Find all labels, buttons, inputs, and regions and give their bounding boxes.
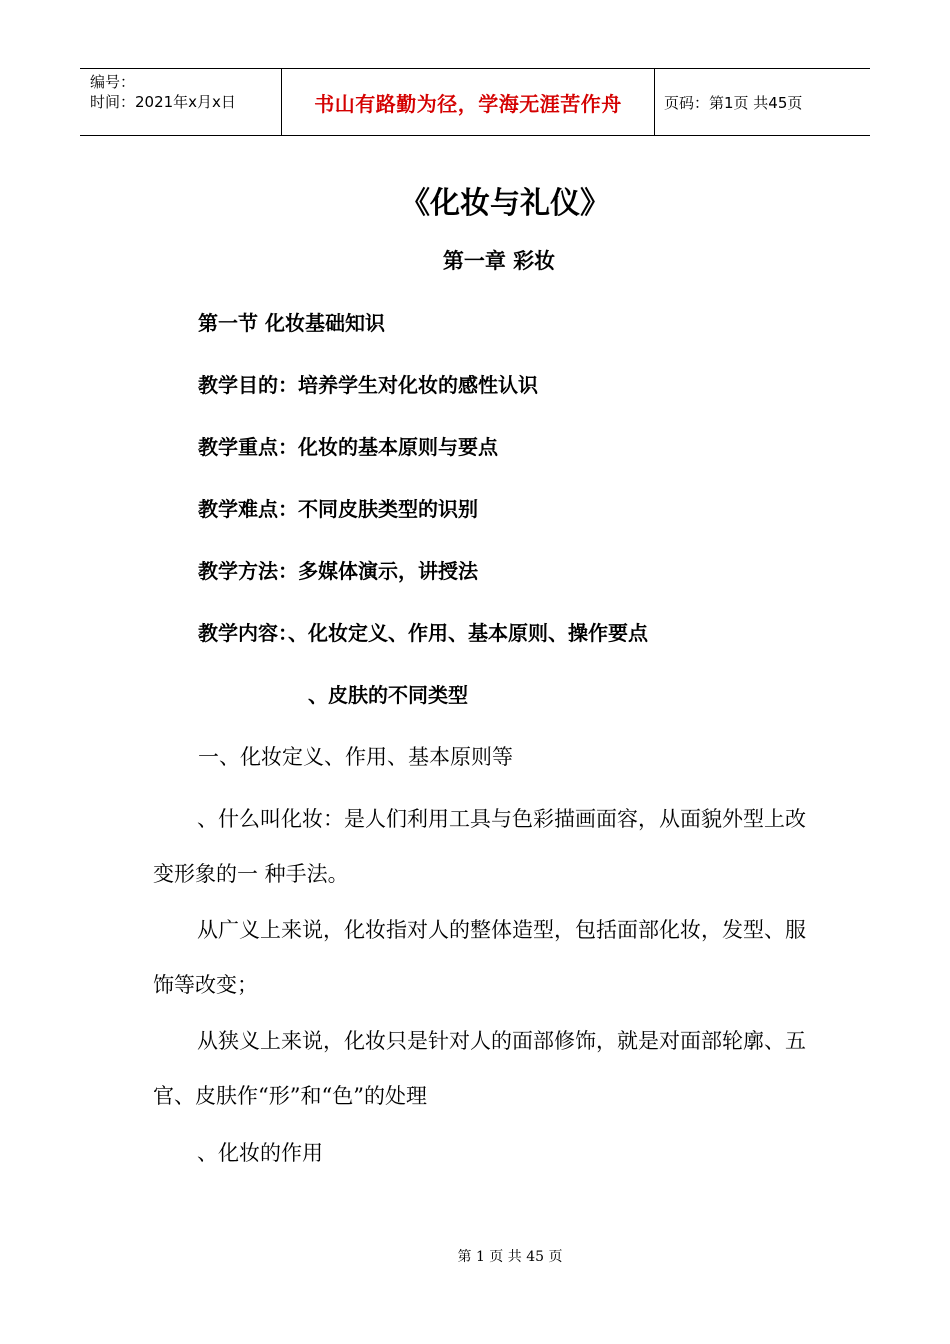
chapter-heading: 第一章 彩妆 (442, 249, 556, 273)
number-label: 编号： (90, 73, 136, 91)
paragraph-narrow-sense: 从狭义上来说，化妆只是针对人的面部修饰，就是对面部轮廓、五官、皮肤作“形”和“色”的处理 (153, 1029, 806, 1108)
page-header (80, 68, 870, 136)
heading-definition: 一、化妆定义、作用、基本原则等 (198, 745, 513, 769)
teaching-content-line1: 教学内容：、化妆定义、作用、基本原则、操作要点 (198, 621, 648, 645)
teaching-difficulty: 教学难点：不同皮肤类型的识别 (198, 497, 478, 521)
teaching-content-line2: 、皮肤的不同类型 (308, 683, 468, 707)
teaching-objective: 教学目的：培养学生对化妆的感性认识 (198, 373, 538, 397)
page-footer: 第 1 页 共 45 页 (457, 1249, 563, 1265)
document-title: 《化妆与礼仪》 (400, 186, 610, 221)
section-heading: 第一节 化妆基础知识 (198, 311, 385, 335)
paragraph-broad-sense: 从广义上来说，化妆指对人的整体造型，包括面部化妆，发型、服饰等改变； (153, 918, 806, 997)
paragraph-makeup-function: 、化妆的作用 (197, 1141, 323, 1165)
motto: 书山有路勤为径，学海无涯苦作舟 (314, 91, 622, 116)
header-page-code (655, 69, 870, 135)
time-label: 时间：2021年x月x日 (90, 93, 236, 111)
teaching-method: 教学方法：多媒体演示，讲授法 (198, 559, 478, 583)
page-code: 页码：第1页 共45页 (664, 93, 803, 112)
teaching-key-points: 教学重点：化妆的基本原则与要点 (198, 435, 498, 459)
paragraph-what-is-makeup: 、什么叫化妆：是人们利用工具与色彩描画面容，从面貌外型上改变形象的一 种手法。 (153, 807, 806, 886)
header-motto-cell (281, 69, 655, 135)
header-meta (80, 69, 281, 135)
